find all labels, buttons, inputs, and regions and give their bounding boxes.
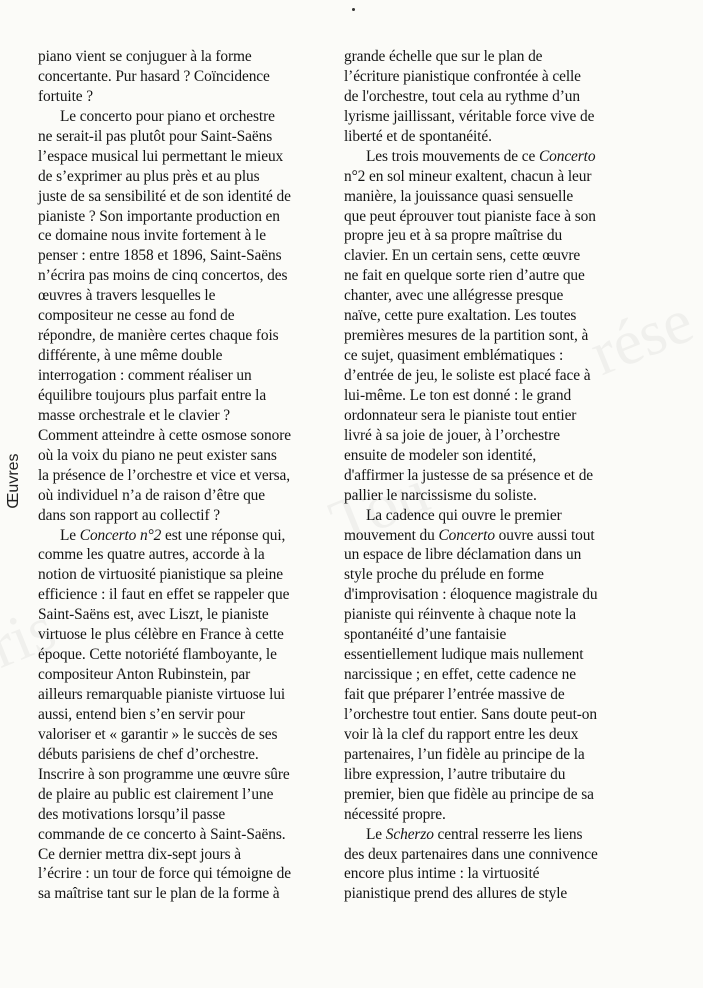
text-line: répondre, de manière certes chaque fois: [38, 327, 279, 345]
text-line: ailleurs remarquable pianiste virtuose lui: [38, 686, 286, 703]
text-line: concertante. Pur hasard ? Coïncidence: [38, 67, 270, 85]
text-line: compositeur Anton Rubinstein, par: [38, 666, 251, 684]
text-line: pianiste qui réinvente à chaque note la: [344, 606, 576, 624]
text-line: Ce dernier mettra dix-sept jours à: [38, 845, 242, 863]
scan-speck: [352, 8, 355, 11]
text-line: mouvement du Concerto ouvre aussi tout: [344, 526, 595, 544]
text-line: clavier. En un certain sens, cette œuvre: [344, 247, 581, 265]
text-line: Comment atteindre à cette osmose sonore: [38, 426, 291, 444]
text-line: Les trois mouvements de ce Concerto: [366, 147, 596, 165]
text-line: chanter, avec une allégresse presque: [344, 287, 564, 305]
text-line: penser : entre 1858 et 1896, Saint-Saëns: [38, 247, 282, 265]
text-line: Inscrire à son programme une œuvre sûre: [38, 765, 290, 783]
text-line: que peut éprouver tout pianiste face à son: [344, 207, 596, 225]
text-line: dans son rapport au collectif ?: [38, 506, 220, 524]
text-line: œuvres à travers lesquelles le: [38, 287, 216, 305]
text-line: l’écriture pianistique confrontée à celle: [344, 67, 581, 85]
text-line: voir là la clef du rapport entre les deux: [344, 725, 579, 743]
text-line: fortuite ?: [38, 87, 93, 105]
text-line: un espace de libre déclamation dans un: [344, 546, 582, 564]
text-line: d'improvisation : éloquence magistrale du: [344, 586, 598, 604]
text-line: grande échelle que sur le plan de: [344, 48, 543, 65]
text-line: interrogation : comment réaliser un: [38, 367, 252, 384]
text-line: efficience : il faut en effet se rappeler que: [38, 586, 290, 604]
side-label-text: Œuvres: [5, 453, 22, 509]
text-line: où individuel n’a de raison d’être que: [38, 486, 265, 504]
text-line: Le concerto pour piano et orchestre: [60, 107, 275, 125]
text-line: encore plus intime : la virtuosité: [344, 865, 540, 883]
text-line: spontanéité d’une fantaisie: [344, 626, 507, 644]
text-line: ne fait en quelque sorte rien d’autre que: [344, 267, 585, 285]
text-line: compositeur ne cesse au fond de: [38, 307, 235, 325]
text-line: narcissique ; en effet, cette cadence ne: [344, 666, 576, 684]
text-line: Le Scherzo central resserre les liens: [366, 825, 583, 843]
text-line: la présence de l’orchestre et vice et versa,: [38, 466, 290, 484]
text-line: pianistique prend des allures de style: [344, 885, 568, 903]
text-line: essentiellement ludique mais nullement: [344, 646, 584, 664]
text-line: Le Concerto n°2 est une réponse qui,: [60, 526, 286, 544]
text-line: l’orchestre tout entier. Sans doute peut-on: [344, 705, 597, 723]
text-line: sa maîtrise tant sur le plan de la forme à: [38, 885, 280, 903]
text-line: ordonnateur sera le pianiste tout entier: [344, 406, 577, 424]
text-line: où la voix du piano ne peut exister sans: [38, 446, 277, 464]
text-line: premières mesures de la partition sont, à: [344, 327, 589, 345]
text-line: différente, à une même double: [38, 347, 223, 365]
text-line: ce sujet, quasiment emblématiques :: [344, 347, 564, 365]
text-line: l’écrire : un tour de force qui témoigne de: [38, 865, 291, 883]
text-line: commande de ce concerto à Saint-Saëns.: [38, 825, 286, 843]
text-line: masse orchestrale et le clavier ?: [38, 406, 230, 424]
text-line: style proche du prélude en forme: [344, 566, 544, 584]
text-line: lyrisme jaillissant, véritable force vive de: [344, 107, 595, 125]
right-column: [344, 47, 640, 904]
side-label: [2, 436, 26, 526]
text-line: valoriser et « garantir » le succès de ses: [38, 725, 278, 743]
text-line: livré à sa joie de jouer, à l’orchestre: [344, 426, 560, 444]
text-line: ce domaine nous invite fortement à le: [38, 227, 266, 245]
text-line: Saint-Saëns est, avec Liszt, le pianiste: [38, 606, 269, 624]
text-line: d'affirmer la justesse de sa présence et de: [344, 466, 594, 484]
text-line: manière, la jouissance quasi sensuelle: [344, 187, 574, 205]
text-line: de l'orchestre, tout cela au rythme d’un: [344, 87, 580, 105]
text-line: comme les quatre autres, accorde à la: [38, 546, 265, 564]
text-line: époque. Cette notoriété flamboyante, le: [38, 646, 277, 664]
text-line: équilibre toujours plus parfait entre la: [38, 386, 267, 404]
text-line: ne serait-il pas plutôt pour Saint-Saëns: [38, 127, 273, 145]
text-line: nécessité propre.: [344, 805, 446, 823]
text-line: premier, bien que fidèle au principe de sa: [344, 785, 594, 803]
text-line: n°2 en sol mineur exaltent, chacun à leur: [344, 167, 592, 185]
text-line: des motivations lorsqu’il passe: [38, 805, 226, 823]
text-line: libre expression, l’autre tributaire du: [344, 765, 566, 783]
text-line: partenaires, l’un fidèle au principe de la: [344, 745, 585, 763]
text-line: propre jeu et à sa propre maîtrise du: [344, 227, 563, 245]
text-line: pianiste ? Son importante production en: [38, 207, 280, 225]
text-line: débuts parisiens de chef d’orchestre.: [38, 745, 259, 763]
text-line: n’écrira pas moins de cinq concertos, des: [38, 267, 288, 285]
text-line: des deux partenaires dans une connivence: [344, 845, 598, 863]
text-line: pallier le narcissisme du soliste.: [344, 486, 537, 504]
text-line: La cadence qui ouvre le premier: [366, 506, 562, 524]
text-line: ensuite de modeler son identité,: [344, 446, 537, 464]
text-line: l’espace musical lui permettant le mieux: [38, 147, 284, 165]
text-line: naïve, cette pure exaltation. Les toutes: [344, 307, 577, 325]
text-line: piano vient se conjuguer à la forme: [38, 48, 252, 65]
text-line: liberté et de spontanéité.: [344, 127, 492, 145]
left-column: [38, 47, 334, 904]
text-line: notion de virtuosité pianistique sa pleine: [38, 566, 283, 584]
text-line: juste de sa sensibilité et de son identité de: [38, 187, 291, 205]
text-line: fait que préparer l’entrée massive de: [344, 686, 565, 703]
text-line: lui-même. Le ton est donné : le grand: [344, 386, 572, 404]
text-line: de s’exprimer au plus près et au plus: [38, 167, 260, 185]
text-line: virtuose le plus célèbre en France à cette: [38, 626, 284, 644]
text-line: d’entrée de jeu, le soliste est placé face à: [344, 367, 591, 384]
text-line: aussi, entend bien s’en servir pour: [38, 705, 245, 723]
text-line: de plaire au public est clairement l’une: [38, 785, 274, 803]
